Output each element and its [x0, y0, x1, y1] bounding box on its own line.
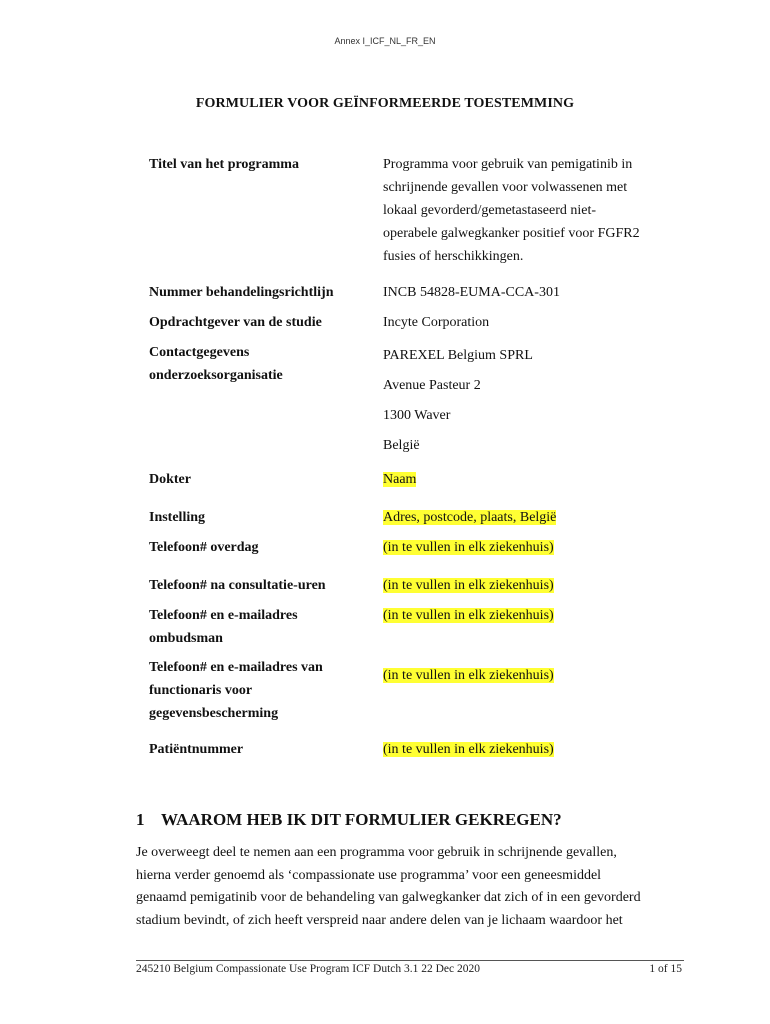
section-title: WAAROM HEB IK DIT FORMULIER GEKREGEN?: [161, 810, 562, 829]
body-line: hierna verder genoemd als ‘compassionate use programma’ voor een geneesmiddel: [136, 867, 602, 883]
patient-number-placeholder: (in te vullen in elk ziekenhuis): [383, 742, 554, 757]
programme-title-line: operabele galwegkanker positief voor FGFR2: [383, 226, 640, 241]
footer-document-id: 245210 Belgium Compassionate Use Program ICF Dutch 3.1 22 Dec 2020: [136, 963, 481, 975]
doctor-label: Dokter: [149, 472, 191, 487]
patient-number-label: Patiëntnummer: [149, 742, 244, 757]
body-line: stadium bevindt, of zich heeft verspreid naar andere delen van je lichaam waardoor het: [136, 912, 623, 928]
phone-day-value: [383, 536, 693, 559]
patient-number-value: [383, 738, 693, 761]
body-line: Je overweegt deel te nemen aan een programma voor gebruik in schrijnende gevallen,: [136, 845, 617, 860]
cro-address-line: 1300 Waver: [383, 408, 451, 423]
phone-day-label: Telefoon# overdag: [149, 540, 259, 555]
section-heading: [136, 810, 562, 830]
sponsor-label: Opdrachtgever van de studie: [149, 315, 322, 330]
doctor-value: [383, 468, 693, 491]
dpo-label-line: gegevensbescherming: [149, 706, 279, 721]
section-body: [136, 842, 696, 932]
cro-contact-label-line: onderzoeksorganisatie: [149, 368, 283, 383]
dpo-placeholder: (in te vullen in elk ziekenhuis): [383, 668, 554, 683]
ombudsman-label-line: ombudsman: [149, 631, 223, 646]
section-number: 1: [136, 810, 145, 829]
cro-address-line: België: [383, 438, 420, 453]
institution-label: Instelling: [149, 510, 206, 525]
guideline-number-value: INCB 54828-EUMA-CCA-301: [383, 285, 560, 300]
phone-after-hours-label: Telefoon# na consultatie-uren: [149, 578, 326, 593]
cro-contact-value: [383, 341, 693, 461]
programme-title-value: [383, 153, 693, 268]
programme-title-line: Programma voor gebruik van pemigatinib in: [383, 157, 633, 172]
footer-page-number: 1 of 15: [649, 963, 682, 975]
cro-contact-label: [149, 341, 374, 387]
ombudsman-value: [383, 604, 693, 627]
programme-title-line: fusies of herschikkingen.: [383, 249, 524, 264]
dpo-value: [383, 664, 693, 687]
guideline-number-label: Nummer behandelingsrichtlijn: [149, 285, 334, 300]
cro-contact-label-line: Contactgegevens: [149, 345, 250, 360]
doctor-placeholder: Naam: [383, 472, 417, 487]
document-title: FORMULIER VOOR GEÏNFORMEERDE TOESTEMMING: [195, 96, 575, 111]
annex-header: Annex I_ICF_NL_FR_EN: [334, 36, 436, 46]
phone-day-placeholder: (in te vullen in elk ziekenhuis): [383, 540, 554, 555]
sponsor-value: Incyte Corporation: [383, 315, 490, 330]
programme-title-label: Titel van het programma: [149, 157, 299, 172]
ombudsman-label: [149, 604, 374, 650]
programme-title-line: lokaal gevorderd/gemetastaseerd niet-: [383, 203, 597, 218]
ombudsman-placeholder: (in te vullen in elk ziekenhuis): [383, 608, 554, 623]
programme-title-line: schrijnende gevallen voor volwassenen met: [383, 180, 628, 195]
phone-after-hours-value: [383, 574, 693, 597]
ombudsman-label-line: Telefoon# en e-mailadres: [149, 608, 298, 623]
institution-placeholder: Adres, postcode, plaats, België: [383, 510, 557, 525]
institution-value: [383, 506, 693, 529]
dpo-label-line: Telefoon# en e-mailadres van: [149, 660, 323, 675]
dpo-label: [149, 656, 374, 725]
phone-after-hours-placeholder: (in te vullen in elk ziekenhuis): [383, 578, 554, 593]
dpo-label-line: functionaris voor: [149, 683, 253, 698]
footer-divider: [136, 960, 684, 961]
body-line: genaamd pemigatinib voor de behandeling van galwegkanker dat zich of in een gevorderd: [136, 890, 641, 905]
cro-address-line: PAREXEL Belgium SPRL: [383, 348, 533, 363]
cro-address-line: Avenue Pasteur 2: [383, 378, 481, 393]
